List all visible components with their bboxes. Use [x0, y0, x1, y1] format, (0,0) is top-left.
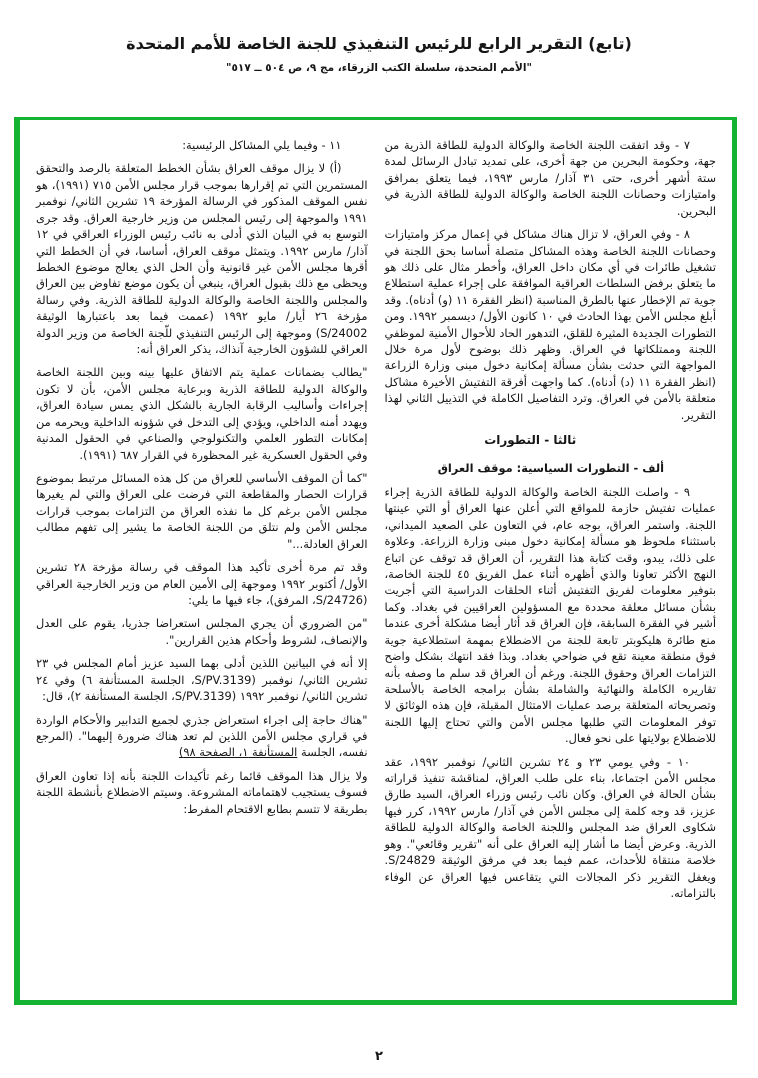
paragraph-aziz-statements: إلا أنه في البيانين اللذين أدلى بهما السيد عزيز أمام المجلس في ٢٣ تشرين الثاني/ نوفمبر (S/PV.3139، الجلسة المستأنفة ٦) وفي ٢٤ تشرين الثاني/ نوفمبر ١٩٩٢ (S/PV.3139، الجلسة المستأنفة ٢)، قال:	[36, 656, 368, 704]
paragraph-reaffirmation: وقد تم مرة أخرى تأكيد هذا الموقف في رسالة مؤرخة ٢٨ تشرين الأول/ أكتوبر ١٩٩٢ وموجهة إلى الأمين العام من وزير الخارجية العراقي (S/24726، المرفق)، جاء فيها ما يلي:	[36, 560, 368, 607]
paragraph-11-item-a: (أ) لا يزال موقف العراق بشأن الخطط المتعلقة بالرصد والتحقق المستمرين التي تم إقرارها بموجب قرار مجلس الأمن ٧١٥ (١٩٩١)، هو نفس الموقف المذكور في الرسالة المؤرخة ١٩ تشرين الثاني/ نوفمبر ١٩٩١ والموجهة إلى رئيس المجلس من وزير خارجية العراق. وقد جرى التوسع به في البيان الذي أدلى به نائب رئيس الوزراء العراقي في ١٢ آذار/ مارس ١٩٩٢. ويتمثل موقف العراق، أساسا، في أن الخطط التي أقرها مجلس الأمن غير قانونية وأن الحل الذي يعالج موضوع الخطط ويحظى مع ذلك بقبول العراق، ينبغي أن يكون موضع تفاوض بين العراق والمجلس واللجنة الخاصة والوكالة الدولية للطاقة الذرية. وفي رسالة مؤرخة ٢٦ أيار/ مايو ١٩٩٢ (عممت فيما بعد باعتبارها الوثيقة S/24002) وموجهة إلى الرئيس التنفيذي للّجنة الخاصة من وزير الدولة العراقي للشؤون الخارجية آنذاك، يذكر العراق أنه:	[36, 161, 368, 357]
paragraph-final-position: ولا يزال هذا الموقف قائما رغم تأكيدات اللجنة بأنه إذا تعاون العراق فسوف يستجيب لاهتماماته المشروعة. وسيتم الاضطلاع بأنشطة اللجنة بطريقة لا تتسم بطابع الاقتحام المفرط:	[36, 768, 368, 816]
document-title: (تابع) التقرير الرابع للرئيس التنفيذي للجنة الخاصة للأمم المتحدة	[126, 34, 632, 53]
section-heading-developments: ثالثا - التطورات	[484, 433, 577, 448]
column-right	[385, 137, 717, 990]
blockquote-basic-position: "كما أن الموقف الأساسي للعراق من كل هذه المسائل مرتبط بموضوع قرارات الحصار والمقاطعة التي فرضت على العراق والتي لم يغيرها مجلس الأمن برغم كل ما نفذه العراق من التزامات بموجب قرارات مجلس الأمن ولم نتلق من اللجنة الخاصة ما يشير إلى تفهم مطالب العراق العادلة..."	[36, 471, 368, 551]
quote-reference: (المرجع نفسه، الجلسة	[36, 728, 368, 760]
document-subtitle: "الأمم المتحدة، سلسلة الكتب الزرقاء، مج ٩، ص ٥٠٤ ــ ٥١٧"	[226, 62, 532, 74]
subsection-heading-political-developments: ألف - التطورات السياسية: موقف العراق	[437, 461, 664, 476]
paragraph-8: ٨ - وفي العراق، لا تزال هناك مشاكل في إعمال مركز وامتيازات وحصانات اللجنة الخاصة وهذه المشاكل متصلة أساسا بحق اللجنة في تشغيل طائرات في أي مكان داخل العراق، وأخطر مثال على ذلك هو ما يتعلق برفض السلطات العراقية الموافقة على إجراء عملية استطلاع جوية تم الإخطار عنها بالطرق المناسبة (انظر الفقرة ١١ (و) أدناه). وقد أبلغ مجلس الأمن بهذا الحادث في ١٠ كانون الأول/ ديسمبر ١٩٩٢. ومن التطورات الجديدة المثيرة للقلق، التدهور الحاد للأحوال الأمنية لموظفي اللجنة وممتلكاتها في العراق. وظهر ذلك بوضوح لأول مرة خلال المواجهة التي حدثت بشأن مسألة إمكانية دخول مبنى وزارة الزراعة (انظر الفقرة ١١ (د) أدناه). كما واجهت أفرقة التفتيش الأخيرة مشاكل متعلقة بالأمن في العراق. وترد التفاصيل الكاملة في التذييل الثاني لهذا التقرير.	[384, 227, 717, 422]
document-header	[0, 0, 758, 74]
content-border-box	[14, 117, 737, 1005]
quote-text: "هناك حاجة إلى اجراء استعراض جذري لجميع التدابير والأحكام الواردة في قراري مجلس الأمن اللذين لم تعد هناك ضرورة إليهما".	[36, 712, 368, 743]
page-number: ٢	[375, 1049, 383, 1064]
column-left	[36, 137, 368, 990]
paragraph-10: ١٠ - وفي يومي ٢٣ و ٢٤ تشرين الثاني/ نوفمبر ١٩٩٢، عقد مجلس الأمن اجتماعا، بناء على طلب العراق، لمناقشة تنفيذ قراراته بشأن الحالة في العراق. وكان نائب رئيس وزراء العراق، السيد طارق عزيز، قد وجه كلمة إلى مجلس الأمن في آذار/ مارس ١٩٩٢، كرر فيها شكاوى العراق ضد المجلس واللجنة الخاصة والوكالة الدولية للطاقة الذرية. وعرض أيضا ما أشار إليه العراق على أنه "تقرير وقائعي". وهو خلاصة منتقاة للأحداث، عمم فيما بعد في مرفق الوثيقة S/24829. ويغفل التقرير ذكر المجالات التي يتقاعس فيها العراق عن الوفاء بالتزاماته.	[384, 754, 716, 900]
two-column-layout	[36, 137, 716, 990]
blockquote-radical-review: "من الضروري أن يجري المجلس استعراضا جذريا، يقوم على العدل والإنصاف، لشروط وأحكام هذين القرارين".	[36, 616, 368, 647]
blockquote-guarantees: "يطالب بضمانات عملية يتم الاتفاق عليها بينه وبين اللجنة الخاصة والوكالة الدولية للطاقة الذرية وبرعاية مجلس الأمن، بأن لا تكون إجراءات وأساليب الرقابة الجارية بالشكل الذي يمس سيادة العراق، ويهدد أمنه الداخلي، ويؤدي إلى التدخل في شؤونه الداخلية ويحرمه من إمكانات التطور العلمي والتكنولوجي والصناعي في الحقول المدنية وفي الحقول العسكرية غير المحظورة في القرار ٦٨٧ (١٩٩١).	[36, 365, 368, 462]
paragraph-7: ٧ - وقد اتفقت اللجنة الخاصة والوكالة الدولية للطاقة الذرية من جهة، وحكومة البحرين من جهة أخرى، على تمديد تبادل الرسائل لمدة ستة أشهر أخرى، حتى ٣١ آذار/ مارس ١٩٩٣، فيما يتعلق بمرافق وامتيازات وحصانات اللجنة الخاصة والوكالة الدولية للطاقة الذرية في البحرين.	[384, 138, 716, 218]
paragraph-9: ٩ - واصلت اللجنة الخاصة والوكالة الدولية للطاقة الذرية إجراء عمليات تفتيش حازمة للمواقع التي أعلن عنها العراق أو التي عينتها اللجنة. واستمر العراق، بوجه عام، في التعاون على الصعيد الميداني، باستثناء ملحوظ هو مسألة إمكانية دخول مبنى وزارة الزراعة. وعلاوة على ذلك، يبدو، وقت كتابة هذا التقرير، أن العراق قد توقف عن اتباع النهج الأكثر تعاونا والذي أظهره أثناء عمل الفريق ٤٥ للجنة الخاصة، بتوفير معلومات لفريق التفتيش أثناء الحلقات الدراسية التي أجريت بشأن مسائل معلقة محددة مع المسؤولين العراقيين في بغداد. وكما أشير في الفقرة السابقة، فإن العراق قد أثار أيضا مشكلة أخرى عندما منع طائرة هليكوبتر تابعة للجنة من الاضطلاع بمهمة استطلاعية جوية فوق منطقة معينة تقع في ضواحي بغداد. وبذا فقد انتهك بشكل واضح التزامات العراق وحقوق اللجنة. ورغم أن العراق قد سلم ما وصفه بأنه تقاريره الكاملة والنهائية والشاملة بشأن برامجه الخاصة بالأسلحة وتصريحاته المتعلقة برصد عمليات الامتثال المقبلة، فإن هذه الوثائق لا توفر المعلومات التي طلبها مجلس الأمن والتي تحتاج إليها اللجنة للاضطلاع بولايتها على نحو فعال.	[384, 484, 717, 746]
paragraph-11-intro: ١١ - وفيما يلي المشاكل الرئيسية:	[182, 138, 342, 152]
page-footer	[0, 1045, 758, 1064]
quote-reference-underlined: المستأنفة ١، الصفحة ٩٨)	[178, 745, 298, 760]
blockquote-need-review	[36, 712, 368, 761]
